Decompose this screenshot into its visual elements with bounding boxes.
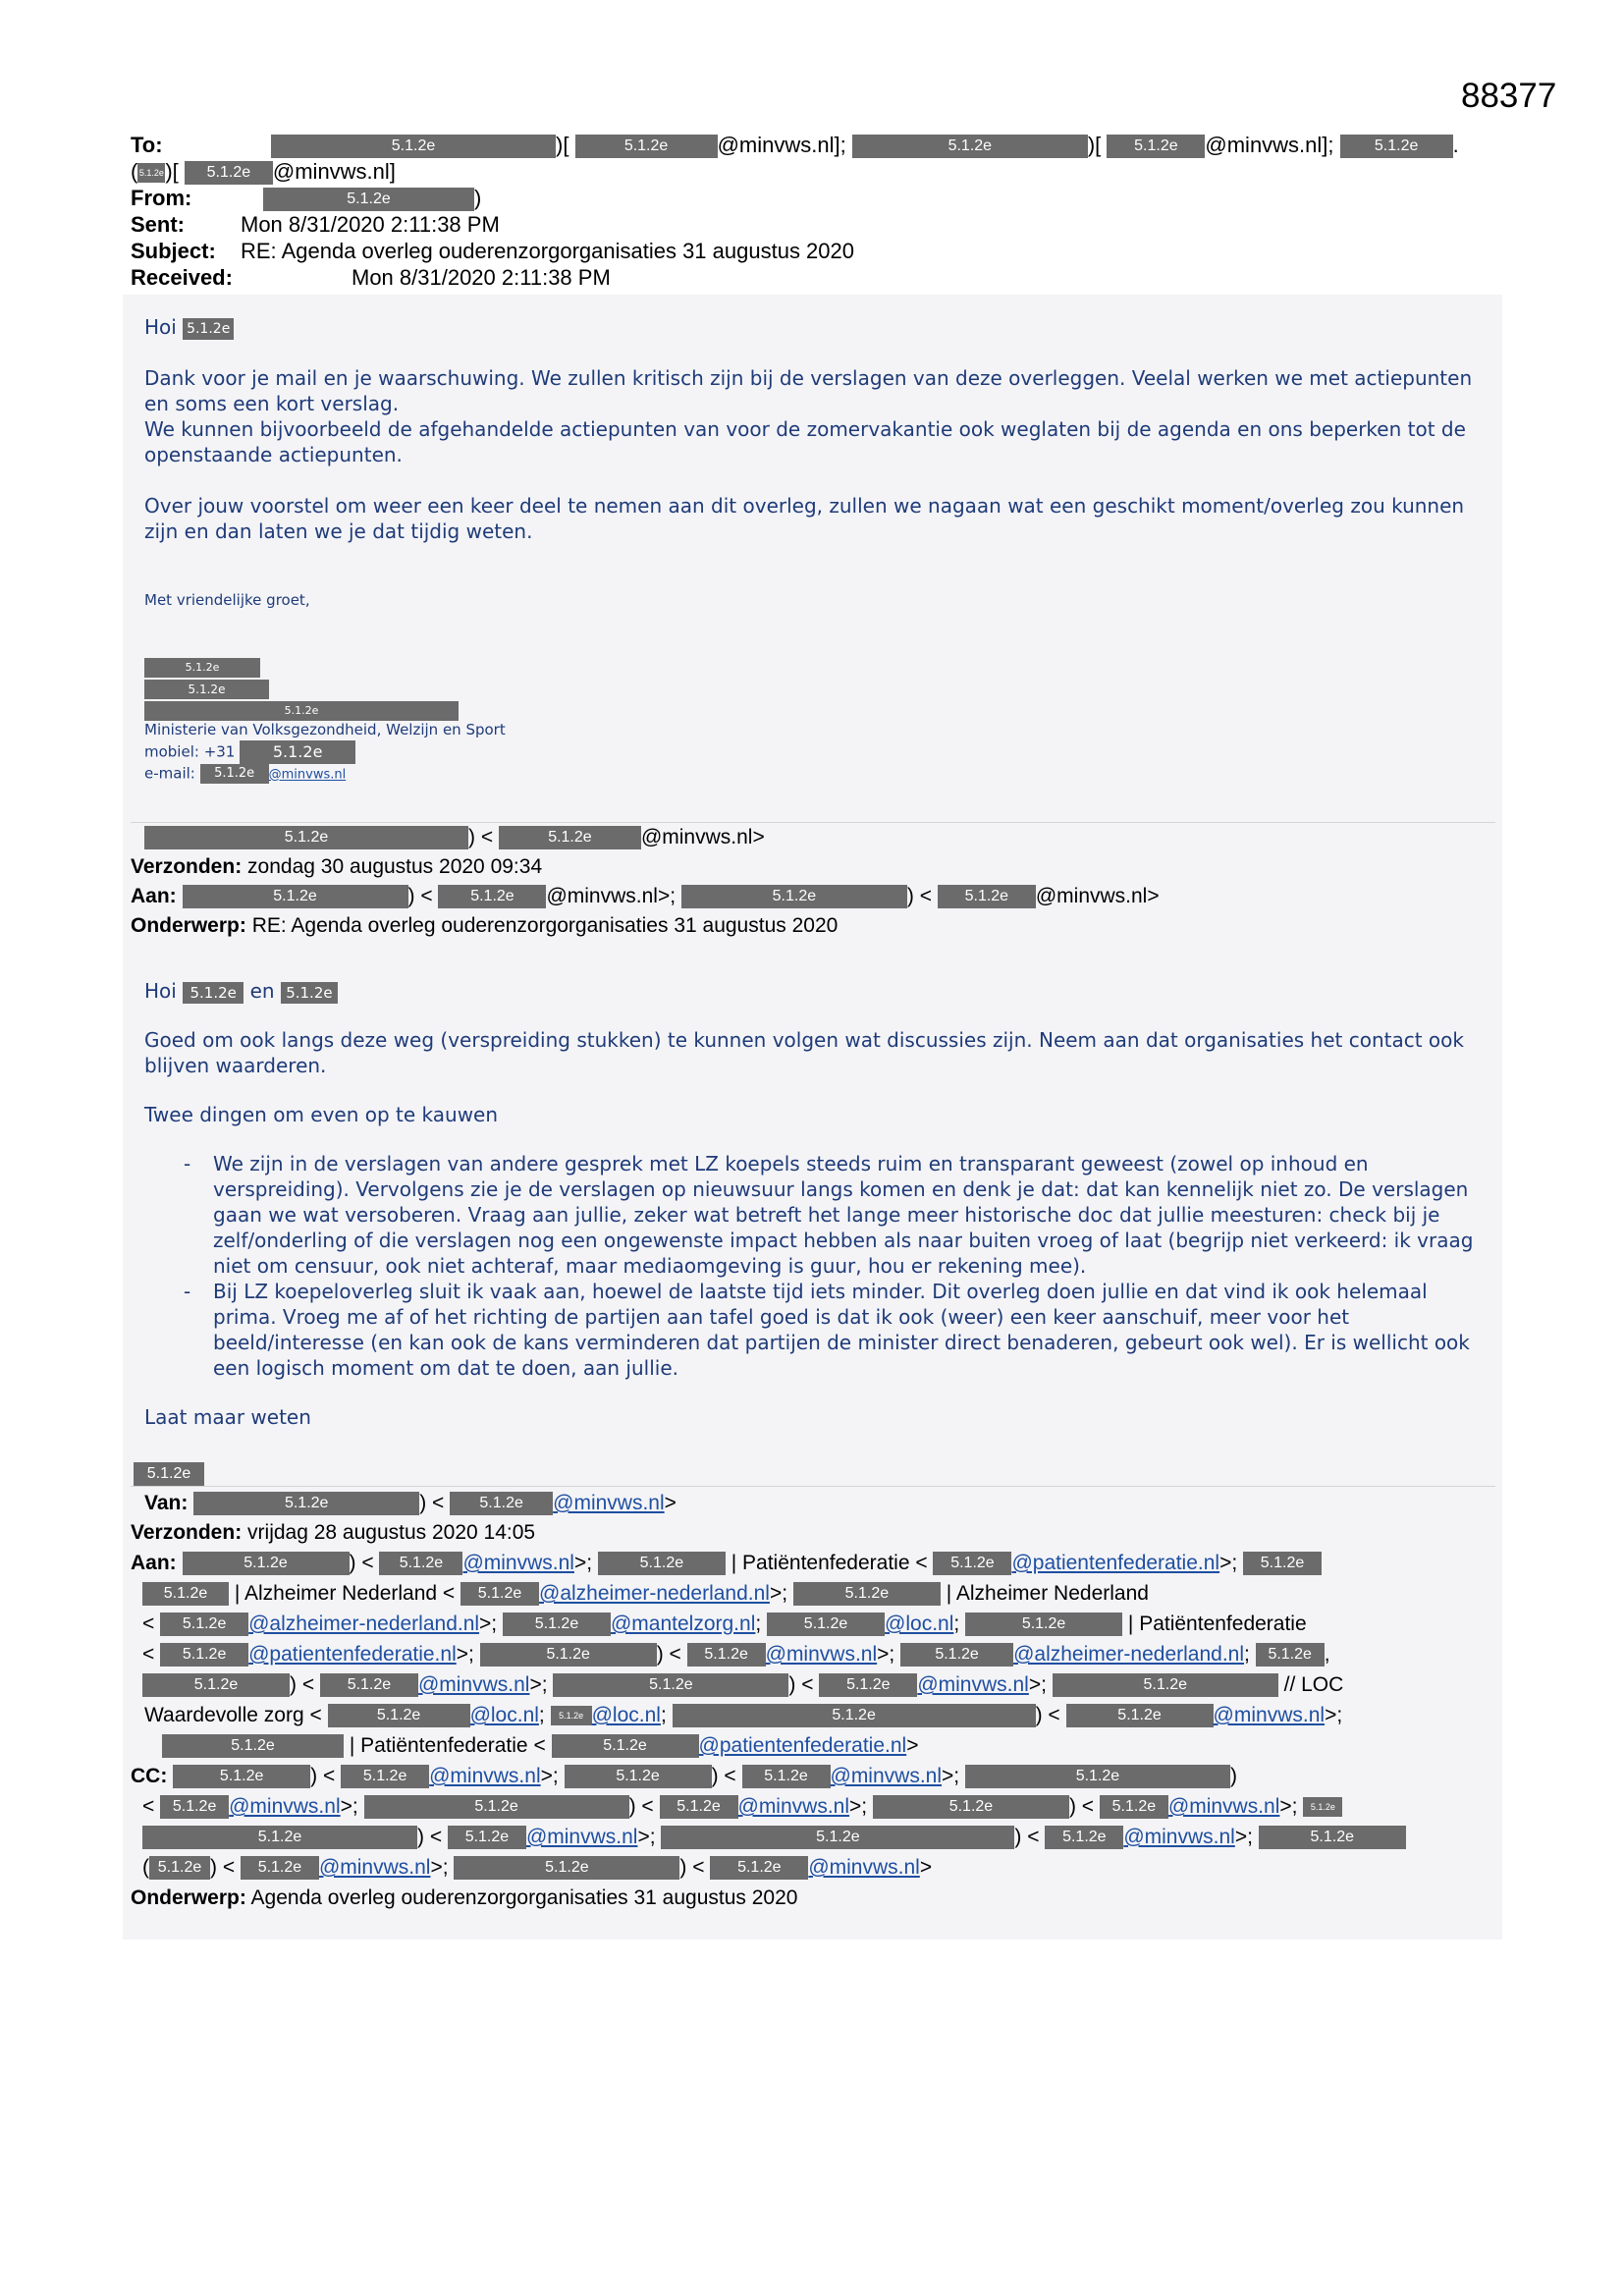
subject-label: Onderwerp: [131,1886,246,1909]
email-link[interactable]: @patientenfederatie.nl [698,1734,907,1757]
email-link[interactable]: @minvws.nl [1123,1826,1235,1848]
redaction: 5.1.2e [341,1765,429,1788]
redaction: 5.1.2e [681,885,907,908]
email-link[interactable]: @minvws.nl [808,1856,920,1879]
redaction: 5.1.2e [575,135,718,158]
org-name: | Alzheimer Nederland [234,1582,438,1605]
email-domain: @minvws.nl> [1035,885,1160,907]
redaction: 5.1.2e [142,1826,417,1849]
subject-row [131,238,854,264]
email-link[interactable]: @alzheimer-nederland.nl [1013,1643,1245,1666]
redaction: 5.1.2e [142,1582,229,1606]
redaction: 5.1.2e [767,1613,885,1636]
redaction: 5.1.2e [379,1552,462,1575]
redaction: 5.1.2e [241,1856,319,1880]
email-link[interactable]: @minvws.nl [429,1765,541,1787]
sent-value: zondag 30 augustus 2020 09:34 [247,855,543,878]
redaction: 5.1.2e [710,1856,808,1880]
redaction: 5.1.2e [240,740,355,764]
paragraph: Laat maar weten [144,1405,311,1429]
email-domain: @minvws.nl> [640,826,765,848]
redaction: 5.1.2e [160,1795,229,1819]
msg3-cc-line3: 5.1.2e ) < 5.1.2e @minvws.nl>; 5.1.2e ) < 5.1.2e @minvws.nl>; 5.1.2e [142,1823,1406,1852]
redaction: 5.1.2e [480,1643,657,1667]
subject-value: RE: Agenda overleg ouderenzorgorganisaties 31 augustus 2020 [241,239,855,263]
redaction: 5.1.2e [1100,1795,1168,1819]
email-link[interactable]: @alzheimer-nederland.nl [248,1613,480,1635]
redaction: 5.1.2e [687,1643,766,1667]
redaction: 5.1.2e [328,1704,470,1727]
email-link[interactable]: @minvws.nl [917,1673,1029,1696]
redaction: 5.1.2e [200,764,269,784]
document-number: 88377 [1461,77,1557,115]
redaction: 5.1.2e [144,680,269,699]
greeting: Hoi [144,315,177,339]
redaction: 5.1.2e [173,1765,310,1788]
from-label: From: [131,186,192,210]
sent-row [131,211,500,238]
redaction: 5.1.2e [852,135,1088,158]
received-value: Mon 8/31/2020 2:11:38 PM [352,265,611,290]
msg3-subject-row [131,1884,797,1913]
subject-label: Subject: [131,239,216,263]
redaction: 5.1.2e [438,885,546,908]
msg3-to-line1: Aan: 5.1.2e ) < 5.1.2e @minvws.nl>; 5.1.2e | Patiëntenfederatie < 5.1.2e @patientenfederatie.nl>; 5.1.2e [131,1549,1322,1578]
email-link[interactable]: @mantelzorg.nl [610,1613,756,1635]
sent-value: vrijdag 28 augustus 2020 14:05 [247,1521,536,1544]
paragraph: We kunnen bijvoorbeeld de afgehandelde actiepunten van voor de zomervakantie ook weglaten bij de agenda en ons beperken tot de openstaande actiepunten. [144,417,1466,466]
email-link[interactable]: @minvws.nl [318,1856,431,1879]
msg3-to-line5: 5.1.2e ) < 5.1.2e @minvws.nl>; 5.1.2e ) < 5.1.2e @minvws.nl>; 5.1.2e // LOC [142,1670,1343,1700]
sent-label: Sent: [131,212,185,237]
email-link[interactable]: @minvws.nl [417,1673,530,1696]
redaction: 5.1.2e [661,1826,1014,1849]
msg3-from-row: Van: 5.1.2e ) < 5.1.2e @minvws.nl> [144,1492,677,1514]
redaction: 5.1.2e [565,1765,712,1788]
email-link[interactable]: @patientenfederatie.nl [1011,1552,1220,1574]
paragraph: Dank voor je mail en je waarschuwing. We zullen kritisch zijn bij de verslagen van deze overleggen. Veelal werken we met actiepunten en soms een kort verslag. [144,366,1473,415]
msg3-to-line6: Waardevolle zorg < 5.1.2e @loc.nl; 5.1.2e @loc.nl; 5.1.2e ) < 5.1.2e @minvws.nl>; [144,1704,1343,1726]
email-link[interactable]: @minvws.nl [737,1795,850,1818]
redaction: 5.1.2e [263,188,474,211]
redaction: 5.1.2e [1066,1704,1214,1727]
to-row-continued: (5.1.2e)[ 5.1.2e @minvws.nl] [131,159,396,184]
redaction: 5.1.2e [162,1734,344,1758]
sent-label: Verzonden: [131,855,243,878]
redaction: 5.1.2e [673,1704,1036,1727]
redaction: 5.1.2e [552,1734,699,1758]
redaction: 5.1.2e [142,1673,290,1697]
email-link[interactable]: @minvws.nl [553,1492,665,1514]
greeting-line [144,314,1480,340]
msg2-body [144,978,1480,1430]
redaction: 5.1.2e [144,826,468,849]
redaction: 5.1.2e [144,701,459,721]
redaction: 5.1.2e [503,1613,611,1636]
redaction: 5.1.2e [1256,1643,1325,1667]
redaction: 5.1.2e [450,1492,553,1515]
org-name: // LOC [1283,1673,1344,1696]
redaction: 5.1.2e [183,885,408,908]
msg3-sent-row [131,1518,535,1548]
redaction: 5.1.2e [183,318,234,340]
redaction: 5.1.2e [742,1765,831,1788]
received-row [131,264,611,291]
redaction: 5.1.2e [660,1795,738,1819]
redaction: 5.1.2e [454,1856,679,1880]
separator [131,1486,1495,1487]
redaction: 5.1.2e [900,1643,1013,1667]
paragraph: Goed om ook langs deze weg (verspreiding stukken) te kunnen volgen wat discussies zijn. Neem aan dat organisaties het contact ook blijven waarderen. [144,1028,1464,1077]
redaction: 5.1.2e [553,1673,788,1697]
email-link[interactable]: @loc.nl [885,1613,954,1635]
msg3-to-line2: 5.1.2e | Alzheimer Nederland < 5.1.2e @alzheimer-nederland.nl>; 5.1.2e | Alzheimer Nederland [142,1579,1149,1609]
redaction: 5.1.2e [149,1856,210,1880]
redaction: 5.1.2e [460,1582,539,1606]
email-link[interactable]: @loc.nl [591,1704,661,1726]
msg2-from-row: 5.1.2e ) < 5.1.2e @minvws.nl> [144,823,765,852]
from-label: Van: [144,1492,189,1514]
redaction: 5.1.2e [598,1552,726,1575]
redaction: 5.1.2e [271,135,556,158]
redaction: 5.1.2e [1303,1797,1342,1817]
org-name: Waardevolle zorg [144,1704,304,1726]
received-label: Received: [131,265,233,290]
redaction: 5.1.2e [183,982,244,1004]
closing: Met vriendelijke groet, [144,591,310,609]
org-name: | Patiëntenfederatie [731,1552,910,1574]
redaction: 5.1.2e [185,161,273,185]
greeting-line [144,978,1480,1004]
subject-label: Onderwerp: [131,914,246,937]
redaction: 5.1.2e [819,1673,917,1697]
email-link[interactable]: @minvws.nl [1213,1704,1326,1726]
bullet-list [144,1151,1480,1381]
msg3-cc-line2: < 5.1.2e @minvws.nl>; 5.1.2e ) < 5.1.2e @minvws.nl>; 5.1.2e ) < 5.1.2e @minvws.nl>; 5.1.2e [142,1792,1342,1822]
redaction: 5.1.2e [499,826,641,849]
redaction: 5.1.2e [1053,1673,1278,1697]
email-label: e-mail: [144,764,195,783]
subject-value: RE: Agenda overleg ouderenzorgorganisaties 31 augustus 2020 [251,914,839,937]
greeting-and: en [249,979,275,1003]
email-domain: @minvws.nl]; [717,133,846,157]
reply1-body [144,314,1480,544]
to-label: To: [131,133,163,157]
redaction: 5.1.2e [160,1643,248,1667]
from-row: From: 5.1.2e ) [131,186,482,210]
org-name: | Patiëntenfederatie [349,1734,528,1757]
msg2-sent-row [131,852,542,882]
org-name: | Patiëntenfederatie [1127,1613,1307,1635]
redaction: 5.1.2e [448,1826,526,1849]
email-link[interactable]: @minvws.nl [1167,1795,1280,1818]
msg2-subject-row [131,911,838,941]
org-name: | Alzheimer Nederland [946,1582,1149,1605]
redaction: 5.1.2e [1045,1826,1123,1849]
redaction: 5.1.2e [938,885,1036,908]
email-link[interactable]: @minvws.nl [229,1795,341,1818]
redaction: 5.1.2e [144,658,260,678]
email-link[interactable]: @minvws.nl [830,1765,943,1787]
mobile-label: mobiel: +31 [144,742,236,761]
redaction: 5.1.2e [1340,135,1453,158]
redaction: 5.1.2e [281,982,338,1004]
redaction: 5.1.2e [1243,1552,1322,1575]
redaction: 5.1.2e [134,1462,204,1486]
email-link[interactable]: @minvws.nl [525,1826,638,1848]
email-link[interactable]: @alzheimer-nederland.nl [539,1582,770,1605]
email-link[interactable]: @minvws.nl [765,1643,878,1666]
redaction: 5.1.2e [793,1582,941,1606]
sent-label: Verzonden: [131,1521,243,1544]
email-domain: @minvws.nl] [272,159,396,184]
redaction: 5.1.2e [364,1795,629,1819]
paragraph: Twee dingen om even op te kauwen [144,1103,499,1126]
email-domain: @minvws.nl]; [1205,133,1334,157]
redaction: 5.1.2e [965,1765,1230,1788]
paragraph: Over jouw voorstel om weer een keer deel te nemen aan dit overleg, zullen we nagaan wat een geschikt moment/overleg zou kunnen zijn en dan laten we je dat tijdig weten. [144,494,1465,543]
msg3-cc-line1: CC: 5.1.2e ) < 5.1.2e @minvws.nl>; 5.1.2e ) < 5.1.2e @minvws.nl>; 5.1.2e ) [131,1765,1237,1787]
subject-value: Agenda overleg ouderenzorgorganisaties 31 augustus 2020 [250,1886,798,1909]
greeting: Hoi [144,979,177,1003]
email-link[interactable]: @loc.nl [469,1704,539,1726]
email-link[interactable]: @patientenfederatie.nl [248,1643,457,1666]
sent-value: Mon 8/31/2020 2:11:38 PM [241,212,500,237]
redaction: 5.1.2e [1259,1826,1406,1849]
bullet-item: - Bij LZ koepeloverleg sluit ik vaak aan, hoewel de laatste tijd iets minder. Dit overleg doen jullie en dat vind ik ook helemaal prima. Vroeg me af of het richting de partijen aan tafel goed is dat ik ook (weer) een keer aanschuif, meer voor het beeld/interesse (en kan ook de kans verminderen dat partijen de minister direct benaderen, gebeurt ook wel). Er is wellicht ook een logisch moment om dat te doen, aan jullie. [184,1279,1480,1381]
signature-block [144,658,506,784]
redaction: 5.1.2e [137,163,165,183]
msg3-to-line7: 5.1.2e | Patiëntenfederatie < 5.1.2e @patientenfederatie.nl> [162,1731,918,1761]
to-label: Aan: [131,1552,177,1574]
to-row: To: 5.1.2e )[ 5.1.2e @minvws.nl]; 5.1.2e )[ 5.1.2e @minvws.nl]; 5.1.2e . [131,133,1459,157]
redaction: 5.1.2e [873,1795,1069,1819]
redaction: 5.1.2e [1107,135,1205,158]
email-domain: @minvws.nl>; [546,885,677,907]
redaction: 5.1.2e [965,1613,1122,1636]
redaction: 5.1.2e [551,1706,592,1725]
email-link[interactable]: @minvws.nl [268,767,347,783]
msg3-to-line4: < 5.1.2e @patientenfederatie.nl>; 5.1.2e ) < 5.1.2e @minvws.nl>; 5.1.2e @alzheimer-nederland.nl; 5.1.2e , [142,1643,1330,1666]
cc-label: CC: [131,1765,168,1787]
redaction: 5.1.2e [160,1613,248,1636]
msg2-signature [134,1459,204,1489]
email-link[interactable]: @minvws.nl [462,1552,574,1574]
msg3-to-line3: < 5.1.2e @alzheimer-nederland.nl>; 5.1.2e @mantelzorg.nl; 5.1.2e @loc.nl; 5.1.2e | Patiëntenfederatie [142,1613,1307,1635]
redaction: 5.1.2e [183,1552,350,1575]
redaction: 5.1.2e [320,1673,418,1697]
redaction: 5.1.2e [193,1492,419,1515]
ministry-name: Ministerie van Volksgezondheid, Welzijn en Sport [144,721,506,738]
to-label: Aan: [131,885,177,907]
msg2-to-row: Aan: 5.1.2e ) < 5.1.2e @minvws.nl>; 5.1.2e ) < 5.1.2e @minvws.nl> [131,885,1160,907]
redaction: 5.1.2e [933,1552,1011,1575]
bullet-item: - We zijn in de verslagen van andere gesprek met LZ koepels steeds ruim en transparant geweest (zowel op inhoud en verspreiding). Vervolgens zie je de verslagen op nieuwsuur langs komen en denk je dat: dat kan kennelijk niet zo. De verslagen gaan we wat versoberen. Vraag aan jullie, zeker wat betreft het lange meer historische doc dat jullie meesturen: check bij je zelf/onderling of die verslagen nog een ongewenste impact hebben als naar buiten vroeg of laat (begrijp niet verkeerd: ik vraag niet om censuur, ook niet achteraf, maar mediaomgeving is guur, hou er rekening mee). [184,1151,1480,1279]
msg3-cc-line4: ( 5.1.2e ) < 5.1.2e @minvws.nl>; 5.1.2e ) < 5.1.2e @minvws.nl> [142,1856,933,1879]
